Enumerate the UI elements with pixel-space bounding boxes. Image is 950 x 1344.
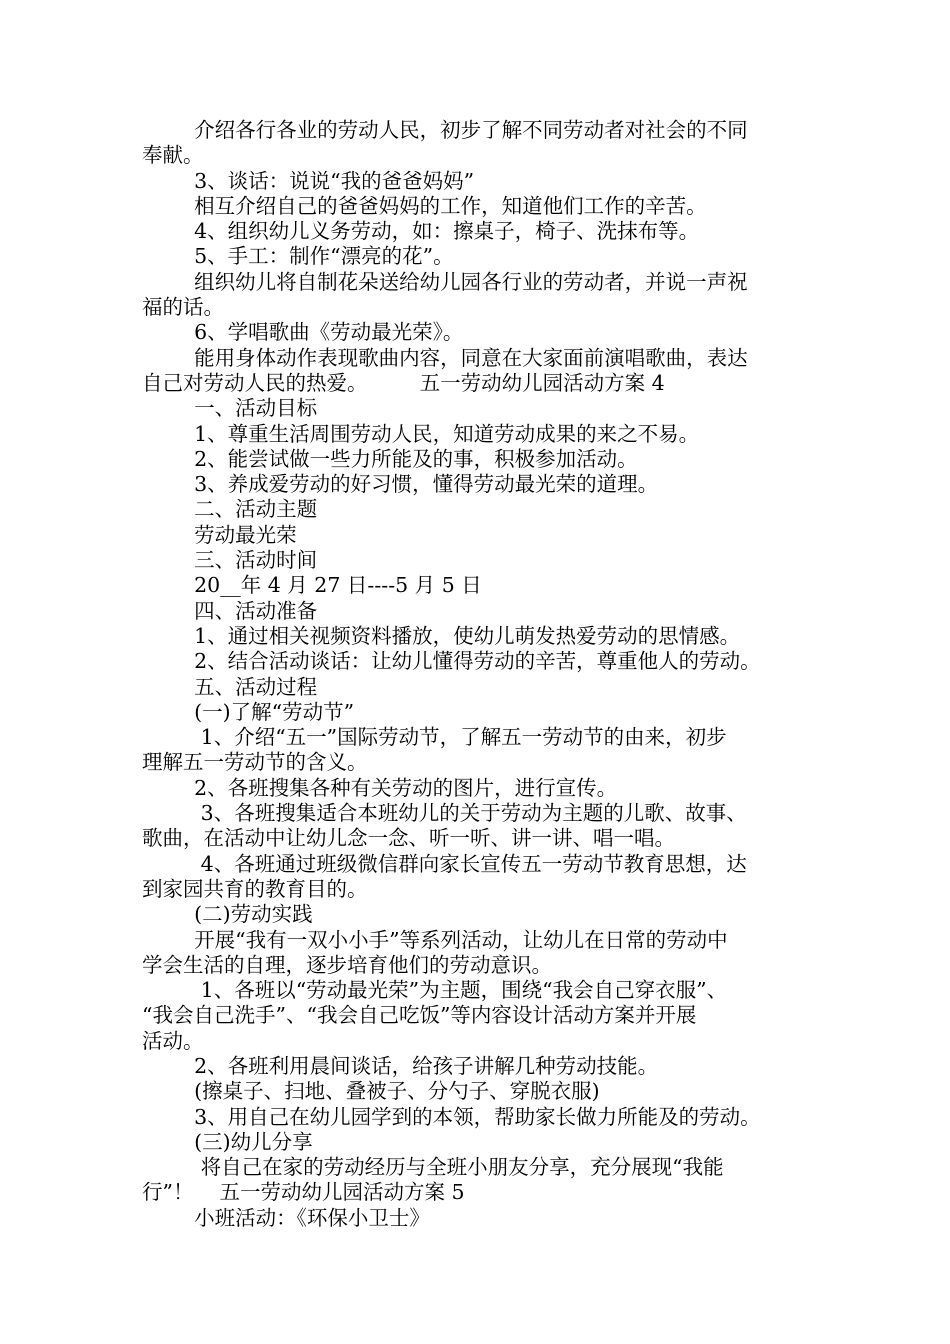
text-line: 20__年 4 月 27 日----5 月 5 日 bbox=[142, 573, 482, 598]
text-line: “我会自己洗手”、“我会自己吃饭”等内容设计活动方案并开展 bbox=[142, 1003, 697, 1028]
document-body bbox=[142, 118, 810, 1231]
text-line: 活动。 bbox=[142, 1028, 204, 1053]
text-line: (擦桌子、扫地、叠被子、分勺子、穿脱衣服) bbox=[142, 1079, 600, 1104]
section-heading: 二、活动主题 bbox=[142, 497, 318, 522]
text-line: 福的话。 bbox=[142, 295, 224, 320]
text-line: 组织幼儿将自制花朵送给幼儿园各行业的劳动者，并说一声祝 bbox=[142, 269, 748, 294]
text-line: 1、尊重生活周围劳动人民，知道劳动成果的来之不易。 bbox=[142, 421, 700, 446]
text-line: 3、谈话：说说“我的爸爸妈妈” bbox=[142, 168, 475, 193]
text-line: 行”！ 五一劳动幼儿园活动方案 5 bbox=[142, 1180, 465, 1205]
text-line: 自己对劳动人民的热爱。 五一劳动幼儿园活动方案 4 bbox=[142, 370, 665, 395]
text-line: 相互介绍自己的爸爸妈妈的工作，知道他们工作的辛苦。 bbox=[142, 193, 707, 218]
text-line: 5、手工：制作“漂亮的花”。 bbox=[142, 244, 454, 269]
text-line: 2、各班搜集各种有关劳动的图片，进行宣传。 bbox=[142, 775, 618, 800]
section-heading: 三、活动时间 bbox=[142, 548, 318, 573]
subsection-heading: (三)幼儿分享 bbox=[142, 1129, 313, 1154]
text-line: 介绍各行各业的劳动人民，初步了解不同劳动者对社会的不同 bbox=[142, 118, 748, 142]
text-line: 歌曲，在活动中让幼儿念一念、听一听、讲一讲、唱一唱。 bbox=[142, 826, 675, 851]
subsection-heading: (二)劳动实践 bbox=[142, 902, 313, 927]
text-line: 理解五一劳动节的含义。 bbox=[142, 750, 368, 775]
text-line: 2、能尝试做一些力所能及的事，积极参加活动。 bbox=[142, 446, 638, 471]
section-heading: 一、活动目标 bbox=[142, 396, 318, 421]
text-line: 3、养成爱劳动的好习惯，懂得劳动最光荣的道理。 bbox=[142, 472, 659, 497]
text-line: 1、通过相关视频资料播放，使幼儿萌发热爱劳动的思情感。 bbox=[142, 623, 741, 648]
text-line: 劳动最光荣 bbox=[142, 522, 297, 547]
section-heading: 五、活动过程 bbox=[142, 674, 318, 699]
text-line: 小班活动：《环保小卫士》 bbox=[142, 1205, 430, 1230]
text-line: 1、各班以“劳动最光荣”为主题，围绕“我会自己穿衣服”、 bbox=[142, 978, 728, 1003]
text-line: 开展“我有一双小小手”等系列活动，让幼儿在日常的劳动中 bbox=[142, 927, 728, 952]
subsection-heading: (一)了解“劳动节” bbox=[142, 699, 355, 724]
text-line: 能用身体动作表现歌曲内容，同意在大家面前演唱歌曲，表达 bbox=[142, 345, 748, 370]
text-line: 3、各班搜集适合本班幼儿的关于劳动为主题的儿歌、故事、 bbox=[142, 801, 747, 826]
text-line: 3、用自己在幼儿园学到的本领，帮助家长做力所能及的劳动。 bbox=[142, 1104, 761, 1129]
text-line: 到家园共育的教育目的。 bbox=[142, 876, 368, 901]
text-line: 奉献。 bbox=[142, 143, 204, 168]
section-heading: 四、活动准备 bbox=[142, 598, 318, 623]
text-line: 学会生活的自理，逐步培育他们的劳动意识。 bbox=[142, 952, 552, 977]
text-line: 2、结合活动谈话：让幼儿懂得劳动的辛苦，尊重他人的劳动。 bbox=[142, 649, 761, 674]
text-line: 6、学唱歌曲《劳动最光荣》。 bbox=[142, 320, 464, 345]
text-line: 4、组织幼儿义务劳动，如：擦桌子，椅子、洗抹布等。 bbox=[142, 219, 700, 244]
text-line: 1、介绍“五一”国际劳动节，了解五一劳动节的由来，初步 bbox=[142, 725, 727, 750]
text-line: 将自己在家的劳动经历与全班小朋友分享，充分展现“我能 bbox=[142, 1155, 724, 1180]
text-line: 4、各班通过班级微信群向家长宣传五一劳动节教育思想，达 bbox=[142, 851, 747, 876]
text-line: 2、各班利用晨间谈话，给孩子讲解几种劳动技能。 bbox=[142, 1053, 659, 1078]
